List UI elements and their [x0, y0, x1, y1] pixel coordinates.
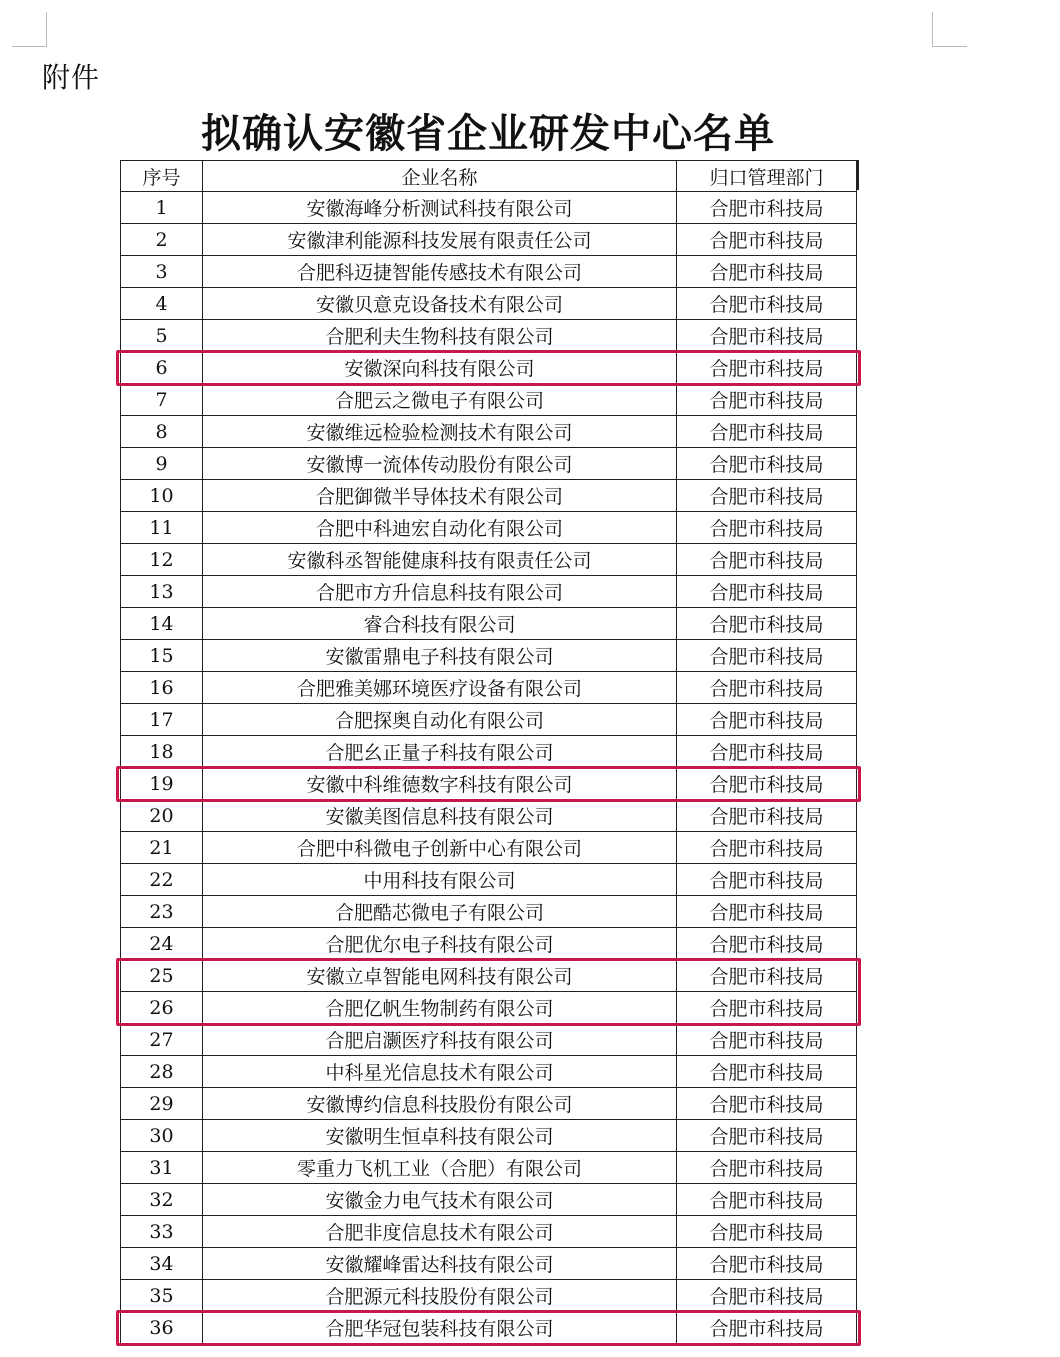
- cell-managing-department: 合肥市科技局: [677, 480, 857, 512]
- cell-enterprise-name: 中科星光信息技术有限公司: [203, 1056, 677, 1088]
- cell-managing-department: 合肥市科技局: [677, 640, 857, 672]
- cell-serial-number: 7: [121, 384, 203, 416]
- cell-enterprise-name: 合肥科迈捷智能传感技术有限公司: [203, 256, 677, 288]
- table-body: [121, 192, 857, 1344]
- cell-enterprise-name: 合肥幺正量子科技有限公司: [203, 736, 677, 768]
- cell-enterprise-name: 合肥华冠包装科技有限公司: [203, 1312, 677, 1344]
- cell-enterprise-name: 合肥雅美娜环境医疗设备有限公司: [203, 672, 677, 704]
- cell-managing-department: 合肥市科技局: [677, 1056, 857, 1088]
- header-enterprise-name: 企业名称: [203, 161, 677, 192]
- cell-enterprise-name: 合肥云之微电子有限公司: [203, 384, 677, 416]
- table-row: [121, 544, 857, 576]
- table-row: [121, 384, 857, 416]
- table-header-row: [121, 161, 857, 192]
- cell-enterprise-name: 安徽雷鼎电子科技有限公司: [203, 640, 677, 672]
- cell-serial-number: 1: [121, 192, 203, 224]
- cell-managing-department: 合肥市科技局: [677, 896, 857, 928]
- table-row: [121, 352, 857, 384]
- cell-enterprise-name: 合肥中科迪宏自动化有限公司: [203, 512, 677, 544]
- document-title: 拟确认安徽省企业研发中心名单: [201, 111, 775, 157]
- table-row: [121, 800, 857, 832]
- table-row: [121, 608, 857, 640]
- cell-serial-number: 31: [121, 1152, 203, 1184]
- cell-managing-department: 合肥市科技局: [677, 992, 857, 1024]
- cell-enterprise-name: 安徽金力电气技术有限公司: [203, 1184, 677, 1216]
- cell-managing-department: 合肥市科技局: [677, 1088, 857, 1120]
- cell-enterprise-name: 合肥探奥自动化有限公司: [203, 704, 677, 736]
- cell-enterprise-name: 合肥酷芯微电子有限公司: [203, 896, 677, 928]
- cell-serial-number: 3: [121, 256, 203, 288]
- cell-managing-department: 合肥市科技局: [677, 608, 857, 640]
- cell-managing-department: 合肥市科技局: [677, 1152, 857, 1184]
- table-row: [121, 1152, 857, 1184]
- cell-managing-department: 合肥市科技局: [677, 384, 857, 416]
- cell-serial-number: 24: [121, 928, 203, 960]
- cell-managing-department: 合肥市科技局: [677, 800, 857, 832]
- cell-serial-number: 8: [121, 416, 203, 448]
- table-row: [121, 224, 857, 256]
- cell-managing-department: 合肥市科技局: [677, 928, 857, 960]
- cell-managing-department: 合肥市科技局: [677, 1120, 857, 1152]
- cell-serial-number: 18: [121, 736, 203, 768]
- table-row: [121, 896, 857, 928]
- table-row: [121, 928, 857, 960]
- page-corner-mark-left: [12, 12, 47, 47]
- table-row: [121, 1216, 857, 1248]
- cell-serial-number: 33: [121, 1216, 203, 1248]
- attachment-label: 附件: [42, 61, 101, 94]
- cell-enterprise-name: 安徽耀峰雷达科技有限公司: [203, 1248, 677, 1280]
- cell-enterprise-name: 安徽立卓智能电网科技有限公司: [203, 960, 677, 992]
- enterprise-list-table: [120, 160, 857, 1344]
- cell-enterprise-name: 安徽中科维德数字科技有限公司: [203, 768, 677, 800]
- table-row: [121, 416, 857, 448]
- cell-managing-department: 合肥市科技局: [677, 768, 857, 800]
- cell-enterprise-name: 中用科技有限公司: [203, 864, 677, 896]
- cell-serial-number: 6: [121, 352, 203, 384]
- cell-serial-number: 32: [121, 1184, 203, 1216]
- cell-serial-number: 23: [121, 896, 203, 928]
- cell-serial-number: 15: [121, 640, 203, 672]
- cell-managing-department: 合肥市科技局: [677, 736, 857, 768]
- table-row: [121, 736, 857, 768]
- cell-serial-number: 25: [121, 960, 203, 992]
- cell-serial-number: 28: [121, 1056, 203, 1088]
- table-row: [121, 1312, 857, 1344]
- cell-managing-department: 合肥市科技局: [677, 576, 857, 608]
- cell-enterprise-name: 合肥亿帆生物制药有限公司: [203, 992, 677, 1024]
- cell-enterprise-name: 安徽津利能源科技发展有限责任公司: [203, 224, 677, 256]
- cell-enterprise-name: 合肥源元科技股份有限公司: [203, 1280, 677, 1312]
- table-row: [121, 1280, 857, 1312]
- cell-enterprise-name: 安徽深向科技有限公司: [203, 352, 677, 384]
- cell-enterprise-name: 合肥利夫生物科技有限公司: [203, 320, 677, 352]
- cell-enterprise-name: 安徽科丞智能健康科技有限责任公司: [203, 544, 677, 576]
- cell-managing-department: 合肥市科技局: [677, 544, 857, 576]
- cell-serial-number: 34: [121, 1248, 203, 1280]
- cell-enterprise-name: 合肥非度信息技术有限公司: [203, 1216, 677, 1248]
- table-row: [121, 1120, 857, 1152]
- table-row: [121, 832, 857, 864]
- table-row: [121, 1024, 857, 1056]
- cell-managing-department: 合肥市科技局: [677, 320, 857, 352]
- cell-serial-number: 13: [121, 576, 203, 608]
- cell-managing-department: 合肥市科技局: [677, 256, 857, 288]
- cell-serial-number: 4: [121, 288, 203, 320]
- table-row: [121, 512, 857, 544]
- cell-managing-department: 合肥市科技局: [677, 960, 857, 992]
- cell-managing-department: 合肥市科技局: [677, 1248, 857, 1280]
- cell-enterprise-name: 安徽美图信息科技有限公司: [203, 800, 677, 832]
- cell-serial-number: 29: [121, 1088, 203, 1120]
- cell-managing-department: 合肥市科技局: [677, 1280, 857, 1312]
- cell-serial-number: 27: [121, 1024, 203, 1056]
- cell-serial-number: 14: [121, 608, 203, 640]
- cell-enterprise-name: 安徽维远检验检测技术有限公司: [203, 416, 677, 448]
- cell-managing-department: 合肥市科技局: [677, 1216, 857, 1248]
- cell-managing-department: 合肥市科技局: [677, 672, 857, 704]
- cell-serial-number: 35: [121, 1280, 203, 1312]
- cell-serial-number: 9: [121, 448, 203, 480]
- cell-serial-number: 12: [121, 544, 203, 576]
- cell-managing-department: 合肥市科技局: [677, 352, 857, 384]
- cell-managing-department: 合肥市科技局: [677, 448, 857, 480]
- cell-enterprise-name: 零重力飞机工业（合肥）有限公司: [203, 1152, 677, 1184]
- cell-serial-number: 20: [121, 800, 203, 832]
- cell-managing-department: 合肥市科技局: [677, 832, 857, 864]
- header-serial-number: 序号: [121, 161, 203, 192]
- cell-serial-number: 5: [121, 320, 203, 352]
- table-row: [121, 192, 857, 224]
- table-row: [121, 864, 857, 896]
- cell-managing-department: 合肥市科技局: [677, 288, 857, 320]
- cell-serial-number: 21: [121, 832, 203, 864]
- cell-managing-department: 合肥市科技局: [677, 864, 857, 896]
- cell-enterprise-name: 安徽明生恒卓科技有限公司: [203, 1120, 677, 1152]
- table-row: [121, 288, 857, 320]
- table-row: [121, 1248, 857, 1280]
- table-row: [121, 992, 857, 1024]
- cell-enterprise-name: 合肥市方升信息科技有限公司: [203, 576, 677, 608]
- cell-enterprise-name: 安徽博一流体传动股份有限公司: [203, 448, 677, 480]
- cell-enterprise-name: 合肥启灏医疗科技有限公司: [203, 1024, 677, 1056]
- table-row: [121, 576, 857, 608]
- header-managing-department: 归口管理部门: [677, 161, 857, 192]
- cell-enterprise-name: 安徽海峰分析测试科技有限公司: [203, 192, 677, 224]
- table-row: [121, 448, 857, 480]
- cell-managing-department: 合肥市科技局: [677, 1312, 857, 1344]
- cell-serial-number: 10: [121, 480, 203, 512]
- table-row: [121, 768, 857, 800]
- cell-serial-number: 36: [121, 1312, 203, 1344]
- table-row: [121, 1088, 857, 1120]
- header-edge-rule: [857, 160, 859, 190]
- table-row: [121, 672, 857, 704]
- cell-enterprise-name: 安徽博约信息科技股份有限公司: [203, 1088, 677, 1120]
- table-row: [121, 1184, 857, 1216]
- cell-serial-number: 16: [121, 672, 203, 704]
- cell-serial-number: 19: [121, 768, 203, 800]
- table-row: [121, 480, 857, 512]
- cell-serial-number: 2: [121, 224, 203, 256]
- cell-enterprise-name: 合肥御微半导体技术有限公司: [203, 480, 677, 512]
- cell-serial-number: 17: [121, 704, 203, 736]
- cell-serial-number: 30: [121, 1120, 203, 1152]
- cell-enterprise-name: 安徽贝意克设备技术有限公司: [203, 288, 677, 320]
- cell-enterprise-name: 合肥中科微电子创新中心有限公司: [203, 832, 677, 864]
- table-row: [121, 320, 857, 352]
- table-row: [121, 704, 857, 736]
- table-row: [121, 960, 857, 992]
- cell-managing-department: 合肥市科技局: [677, 416, 857, 448]
- cell-enterprise-name: 合肥优尔电子科技有限公司: [203, 928, 677, 960]
- cell-managing-department: 合肥市科技局: [677, 1024, 857, 1056]
- cell-managing-department: 合肥市科技局: [677, 192, 857, 224]
- cell-serial-number: 11: [121, 512, 203, 544]
- cell-managing-department: 合肥市科技局: [677, 1184, 857, 1216]
- table-row: [121, 1056, 857, 1088]
- cell-managing-department: 合肥市科技局: [677, 512, 857, 544]
- cell-serial-number: 22: [121, 864, 203, 896]
- cell-managing-department: 合肥市科技局: [677, 704, 857, 736]
- page-corner-mark-right: [932, 12, 967, 47]
- cell-serial-number: 26: [121, 992, 203, 1024]
- table-row: [121, 640, 857, 672]
- cell-enterprise-name: 睿合科技有限公司: [203, 608, 677, 640]
- table-row: [121, 256, 857, 288]
- cell-managing-department: 合肥市科技局: [677, 224, 857, 256]
